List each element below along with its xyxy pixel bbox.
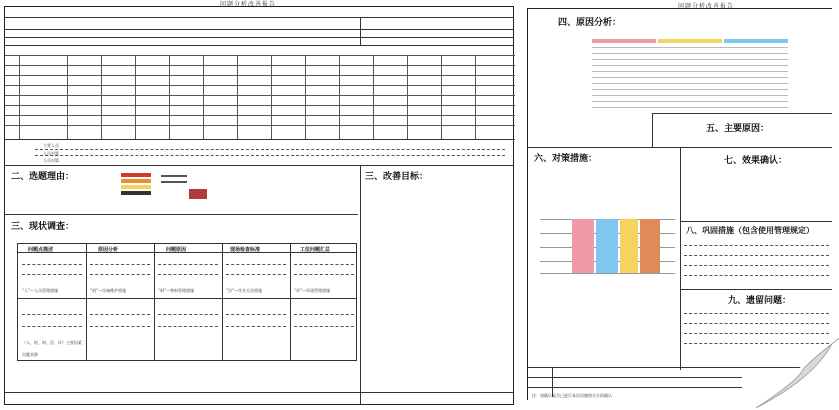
line [684,323,829,324]
summary-label: 主要人员 [43,143,59,148]
section-countermeasures: 六、对策措施： [534,154,598,164]
section-line [680,221,832,222]
section-divider [652,113,653,147]
section-consolidation: 八、巩固措施（包含使用管理规定） [686,226,814,235]
section-remaining-issues: 九、遗留问题： [728,296,792,306]
section-main-cause: 五、主要原因： [706,124,770,134]
header-row-line [5,17,513,18]
five-factor-table [17,243,357,361]
line [684,245,829,246]
effect-bar-chart [540,209,675,279]
summary-dash [35,149,505,150]
line [684,333,829,334]
mini-legend-figure [121,171,217,211]
five-col-footer: “料”—物料管理措施 [158,288,195,293]
bottom-line [5,392,513,393]
left-sheet-title: 问题分析改善报告 [220,1,277,8]
header-divider [360,17,361,45]
section-line [680,289,832,290]
summary-row-line [5,139,513,140]
page-curl-icon [744,338,839,410]
section-cause-analysis: 四、原因分析： [558,18,622,28]
section-effect-confirmation: 七、效果确认： [724,156,788,166]
header-grid-table [5,55,515,139]
sign-row-line [528,387,742,388]
factor-summary-line: （人、机、料、法、环）主要因素 ： [22,340,88,345]
five-col-head: 问题原因 [166,247,187,253]
section-improvement-goal: 三、改善目标： [365,172,429,182]
five-col-head: 现场检查标准 [230,247,261,253]
header-row-line [5,45,513,46]
summary-label: 人员对策 [43,158,59,163]
five-col-footer: “人”—人员管理措施 [22,288,59,293]
sign-row-line [528,377,742,378]
header-row-line [5,37,513,38]
five-col-head: 工位问题汇总 [300,247,331,253]
line [684,275,829,276]
summary-dash [35,155,505,156]
left-report-sheet [4,1,514,405]
five-col-head: 原因分析 [98,247,119,253]
footnote: 注：请确认是否已进行本次问题相关方的确认 [532,393,612,398]
five-col-footer: “机”—设备维护措施 [90,288,127,293]
cause-analysis-table [592,39,788,109]
section-current-survey: 三、现状调查： [11,222,75,232]
factor-source-line: 问题来源 [22,352,38,357]
section-divider [680,147,681,370]
five-col-head: 问题点描述 [28,247,54,253]
section-divider [360,165,361,404]
section-line [652,113,832,114]
summary-label: 人员对策 [43,151,59,156]
header-row-line [5,29,513,30]
summary-row-line [5,165,513,166]
section-selection-reason: 二、选题理由： [11,172,75,182]
right-sheet-title: 问题分析改善报告 [678,3,735,10]
five-col-footer: “环”—环境管理措施 [294,288,331,293]
line [684,313,829,314]
five-col-footer: “法”—作业方法措施 [226,288,263,293]
line [684,265,829,266]
section-line [5,214,358,215]
line [684,255,829,256]
